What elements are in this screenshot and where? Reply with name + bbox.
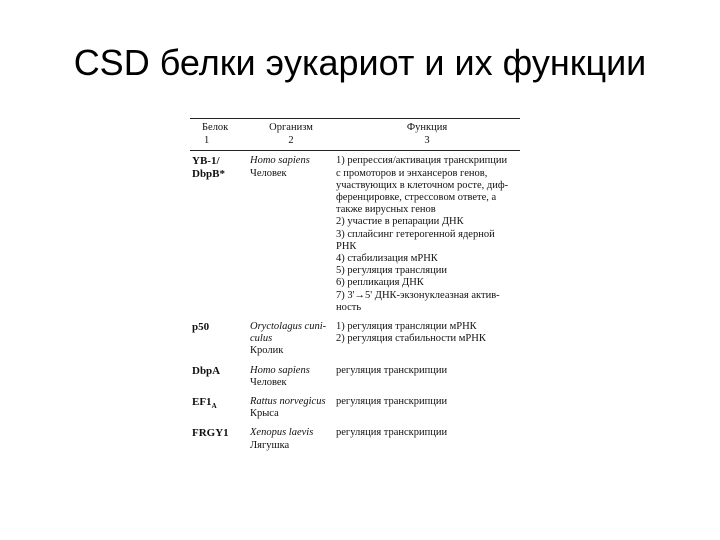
- function-line: 2) участие в репарации ДНК: [336, 216, 464, 228]
- protein-name: DbpB*: [192, 167, 226, 180]
- column-number-3: 3: [334, 134, 520, 151]
- function-line: 6) репликация ДНК: [336, 277, 424, 289]
- organism-cell: [248, 314, 334, 358]
- table-header-row: [190, 119, 520, 135]
- function-line: РНК: [336, 240, 357, 252]
- organism-latin: Oryctolagus cuni-culus: [250, 321, 327, 345]
- function-line: 2) регуляция стабильности мРНК: [336, 333, 486, 345]
- protein-table-container: [190, 118, 520, 452]
- organism-russian: Крыса: [250, 408, 279, 420]
- organism-cell: [248, 420, 334, 451]
- function-line: 5) регуляция трансляции: [336, 265, 447, 277]
- protein-name: YB-1/: [192, 155, 220, 168]
- protein-name: FRGY1: [192, 427, 229, 440]
- organism-cell: [248, 358, 334, 389]
- protein-cell: [190, 420, 248, 451]
- organism-russian: Человек: [250, 167, 287, 179]
- function-line: 1) репрессия/активация транскрипции: [336, 155, 508, 167]
- function-line: регуляция транскрипции: [336, 427, 448, 439]
- protein-name: DbpA: [192, 364, 221, 377]
- table-row: [190, 151, 520, 314]
- function-line: регуляция транскрипции: [336, 396, 448, 408]
- function-line: 7) 3'→5' ДНК-экзонуклеазная актив-: [336, 289, 500, 301]
- function-line: также вирусных генов: [336, 204, 436, 216]
- function-line: 3) сплайсинг гетерогенной ядерной: [336, 228, 495, 240]
- table-row: [190, 389, 520, 420]
- organism-russian: Человек: [250, 376, 287, 388]
- organism-cell: [248, 151, 334, 314]
- column-number-2: 2: [248, 134, 334, 151]
- function-line: 1) регуляция трансляции мРНК: [336, 321, 477, 333]
- slide-title: CSD белки эукариот и их функции: [73, 42, 647, 83]
- header-function: Функция: [334, 119, 520, 135]
- function-line: 4) стабилизация мРНК: [336, 253, 438, 265]
- protein-name: EF1: [192, 396, 212, 409]
- column-number-1: 1: [190, 134, 248, 151]
- function-line: регуляция транскрипции: [336, 364, 448, 376]
- header-protein: Белок: [190, 119, 248, 135]
- organism-latin: Rattus norvegicus: [250, 396, 326, 408]
- organism-russian: Лягушка: [250, 439, 290, 451]
- protein-subscript: A: [211, 402, 217, 411]
- function-line: участвующих в клеточном росте, диф-: [336, 179, 509, 191]
- organism-latin: Xenopus laevis: [250, 427, 314, 439]
- organism-latin: Homo sapiens: [250, 364, 310, 376]
- protein-cell: [190, 314, 248, 358]
- protein-cell: [190, 389, 248, 420]
- function-cell: [334, 151, 520, 314]
- protein-table: [190, 118, 520, 452]
- header-organism: Организм: [248, 119, 334, 135]
- protein-cell: [190, 358, 248, 389]
- organism-cell: [248, 389, 334, 420]
- table-row: [190, 420, 520, 451]
- protein-name: p50: [192, 321, 210, 334]
- function-cell: [334, 314, 520, 358]
- protein-cell: [190, 151, 248, 314]
- table-row: [190, 358, 520, 389]
- function-line: с промоторов и энхансеров генов,: [336, 167, 488, 179]
- function-line: ность: [336, 301, 362, 313]
- table-number-row: [190, 134, 520, 151]
- function-cell: [334, 389, 520, 420]
- function-cell: [334, 358, 520, 389]
- organism-latin: Homo sapiens: [250, 155, 310, 167]
- function-cell: [334, 420, 520, 451]
- table-row: [190, 314, 520, 358]
- function-line: ференцировке, стрессовом ответе, а: [336, 192, 497, 204]
- organism-russian: Кролик: [250, 345, 284, 357]
